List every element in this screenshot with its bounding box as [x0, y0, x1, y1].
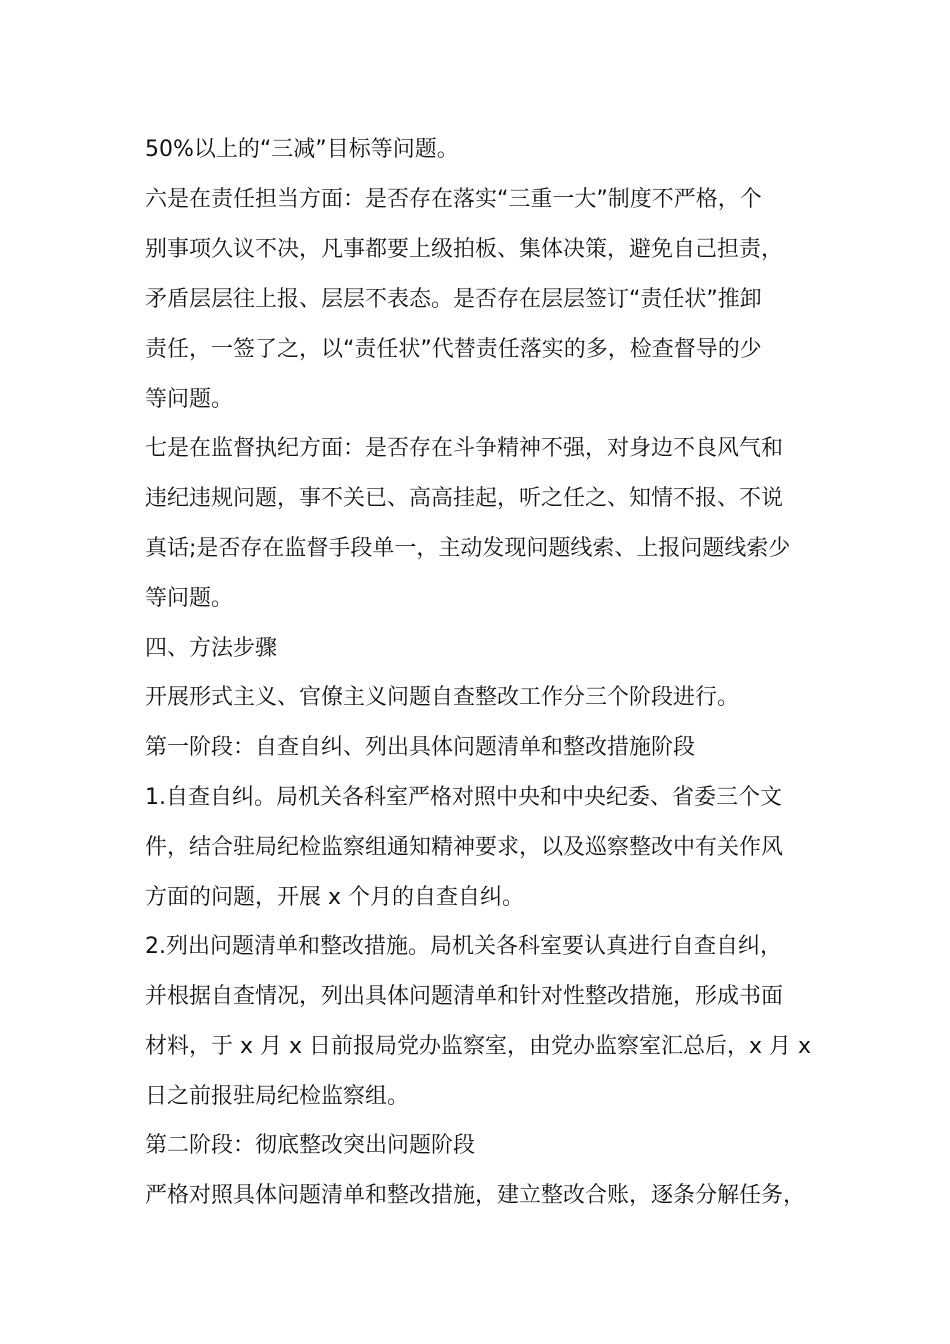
- text-line: 件，结合驻局纪检监察组通知精神要求，以及巡察整改中有关作风: [145, 835, 784, 860]
- text-line: 严格对照具体问题清单和整改措施，建立整改合账，逐条分解任务，: [145, 1183, 806, 1208]
- text-line: 违纪违规问题，事不关已、高高挂起，听之任之、知情不报、不说: [145, 486, 784, 511]
- section-heading: 四、方法步骤: [145, 636, 278, 661]
- text-line: 材料，于 x 月 x 日前报局党办监察室，由党办监察室汇总后，x 月 x: [145, 1034, 812, 1059]
- text-line: 50%以上的“三减”目标等问题。: [145, 137, 459, 162]
- text-line: 等问题。: [145, 586, 234, 611]
- stage-heading: 第二阶段：彻底整改突出问题阶段: [145, 1133, 476, 1158]
- text-line: 六是在责任担当方面：是否存在落实“三重一大”制度不严格，个: [145, 187, 762, 212]
- text-line: 责任，一签了之，以“责任状”代替责任落实的多，检查督导的少: [145, 337, 762, 362]
- text-line: 日之前报驻局纪检监察组。: [145, 1084, 410, 1109]
- text-line: 等问题。: [145, 387, 234, 412]
- text-line: 别事项久议不决，凡事都要上级拍板、集体决策，避免自己担责，: [145, 237, 784, 262]
- text-line: 方面的问题，开展 x 个月的自查自纠。: [145, 885, 525, 910]
- text-line: 并根据自查情况，列出具体问题清单和针对性整改措施，形成书面: [145, 984, 784, 1009]
- text-line: 1.自查自纠。局机关各科室严格对照中央和中央纪委、省委三个文: [145, 785, 782, 810]
- stage-heading: 第一阶段：自查自纠、列出具体问题清单和整改措施阶段: [145, 735, 696, 760]
- text-line: 2.列出问题清单和整改措施。局机关各科室要认真进行自查自纠，: [145, 934, 782, 959]
- text-line: 真话;是否存在监督手段单一，主动发现问题线索、上报问题线索少: [145, 536, 791, 561]
- text-line: 开展形式主义、官僚主义问题自查整改工作分三个阶段进行。: [145, 685, 740, 710]
- text-line: 七是在监督执纪方面：是否存在斗争精神不强，对身边不良风气和: [145, 436, 784, 461]
- text-line: 矛盾层层往上报、层层不表态。是否存在层层签订“责任状”推卸: [145, 287, 762, 312]
